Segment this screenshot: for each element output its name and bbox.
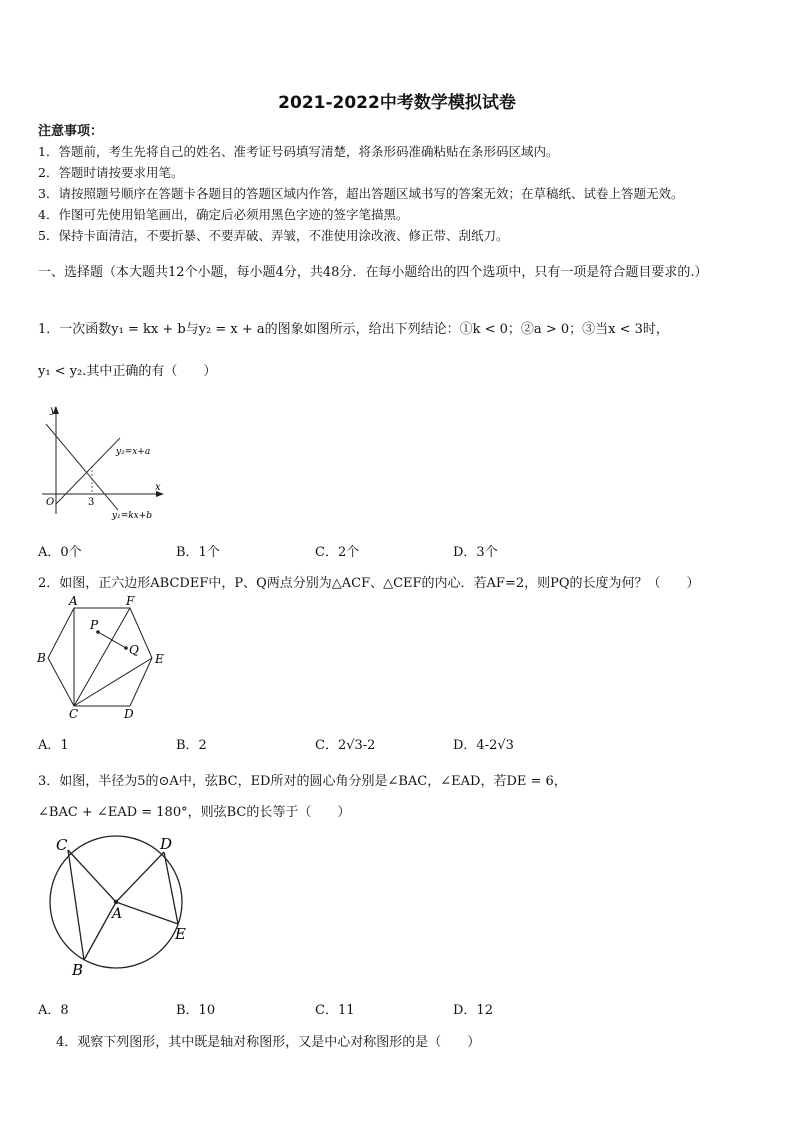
q1-option-c: C．2个 bbox=[315, 545, 360, 560]
segment-ce bbox=[74, 658, 152, 706]
segment-pq bbox=[98, 632, 126, 648]
section-heading: 一、选择题（本大题共12个小题，每小题4分，共48分．在每小题给出的四个选项中，只有一项是符合题目要求的.） bbox=[38, 265, 708, 280]
label-e: E bbox=[155, 652, 164, 666]
label-d: D bbox=[124, 707, 134, 720]
note-item: 1．答题前，考生先将自己的姓名、准考证号码填写清楚，将条形码准确粘贴在条形码区域内。 bbox=[38, 144, 559, 159]
q3-option-b: B．10 bbox=[176, 1003, 216, 1018]
line-y1 bbox=[46, 424, 118, 510]
label-b: B bbox=[37, 651, 46, 665]
q3-option-a: A．8 bbox=[38, 1003, 69, 1018]
q1-option-a: A．0个 bbox=[38, 545, 82, 560]
chord-de bbox=[164, 852, 178, 924]
question-3-line2: ∠BAC + ∠EAD = 180°，则弦BC的长等于（ ） bbox=[38, 805, 351, 820]
y-axis-label: y bbox=[50, 405, 56, 416]
hexagon bbox=[48, 608, 152, 706]
q3-circle-figure bbox=[40, 832, 200, 980]
q1-option-b: B．1个 bbox=[176, 545, 220, 560]
q1-function-graph bbox=[36, 402, 176, 522]
question-1-line1: 1．一次函数y₁ = kx + b与y₂ = x + a的图象如图所示，给出下列结论：①k < 0；②a > 0；③当x < 3时， bbox=[38, 322, 669, 337]
label-a: A bbox=[112, 906, 123, 922]
label-d: D bbox=[160, 835, 173, 853]
chord-bc bbox=[68, 850, 84, 960]
note-item: 4．作图可先使用铅笔画出，确定后必须用黑色字迹的签字笔描黑。 bbox=[38, 207, 409, 222]
q3-option-c: C．11 bbox=[315, 1003, 355, 1018]
q2-option-a: A．1 bbox=[38, 738, 69, 753]
segment-fc bbox=[74, 608, 130, 706]
segment-ca bbox=[68, 850, 116, 902]
line-y1-label: y₁=kx+b bbox=[112, 511, 153, 521]
label-c: C bbox=[56, 836, 68, 854]
center-a bbox=[114, 900, 118, 904]
q1-option-d: D．3个 bbox=[453, 545, 498, 560]
question-3-line1: 3．如图，半径为5的⊙A中，弦BC，ED所对的圆心角分别是∠BAC，∠EAD，若DE = 6， bbox=[38, 774, 567, 789]
x-axis-label: x bbox=[155, 482, 161, 493]
notes-heading: 注意事项： bbox=[38, 124, 104, 139]
line-y2-label: y₂=x+a bbox=[116, 447, 151, 457]
question-4-text: 4．观察下列图形，其中既是轴对称图形，又是中心对称图形的是（ ） bbox=[56, 1035, 481, 1050]
q2-hexagon-figure bbox=[34, 596, 174, 720]
q2-option-c: C．2√3-2 bbox=[315, 738, 376, 753]
note-item: 2．答题时请按要求用笔。 bbox=[38, 165, 184, 180]
label-c: C bbox=[69, 707, 79, 720]
note-item: 3．请按照题号顺序在答题卡各题目的答题区域内作答，超出答题区域书写的答案无效；在草稿纸、试卷上答题无效。 bbox=[38, 186, 684, 201]
q2-option-b: B．2 bbox=[176, 738, 207, 753]
label-p: P bbox=[90, 618, 99, 632]
tick-3-label: 3 bbox=[88, 497, 95, 508]
segment-ad bbox=[116, 852, 164, 902]
question-1-line2: y₁ < y₂.其中正确的有（ ） bbox=[38, 364, 217, 379]
label-e: E bbox=[175, 925, 186, 943]
label-f: F bbox=[126, 596, 135, 608]
segment-ae bbox=[116, 902, 178, 924]
point-q bbox=[124, 646, 128, 650]
label-q: Q bbox=[129, 643, 139, 657]
q2-option-d: D．4-2√3 bbox=[453, 738, 514, 753]
question-2-text: 2．如图，正六边形ABCDEF中，P、Q两点分别为△ACF、△CEF的内心．若AF=2，则PQ的长度为何？（ ） bbox=[38, 576, 700, 591]
q3-option-d: D．12 bbox=[453, 1003, 493, 1018]
label-a: A bbox=[69, 596, 78, 608]
origin-label: O bbox=[46, 497, 55, 508]
note-item: 5．保持卡面清洁，不要折暴、不要弄破、弄皱，不准使用涂改液、修正带、刮纸刀。 bbox=[38, 228, 509, 243]
page-title: 2021-2022中考数学模拟试卷 bbox=[278, 93, 516, 113]
label-b: B bbox=[72, 961, 84, 979]
